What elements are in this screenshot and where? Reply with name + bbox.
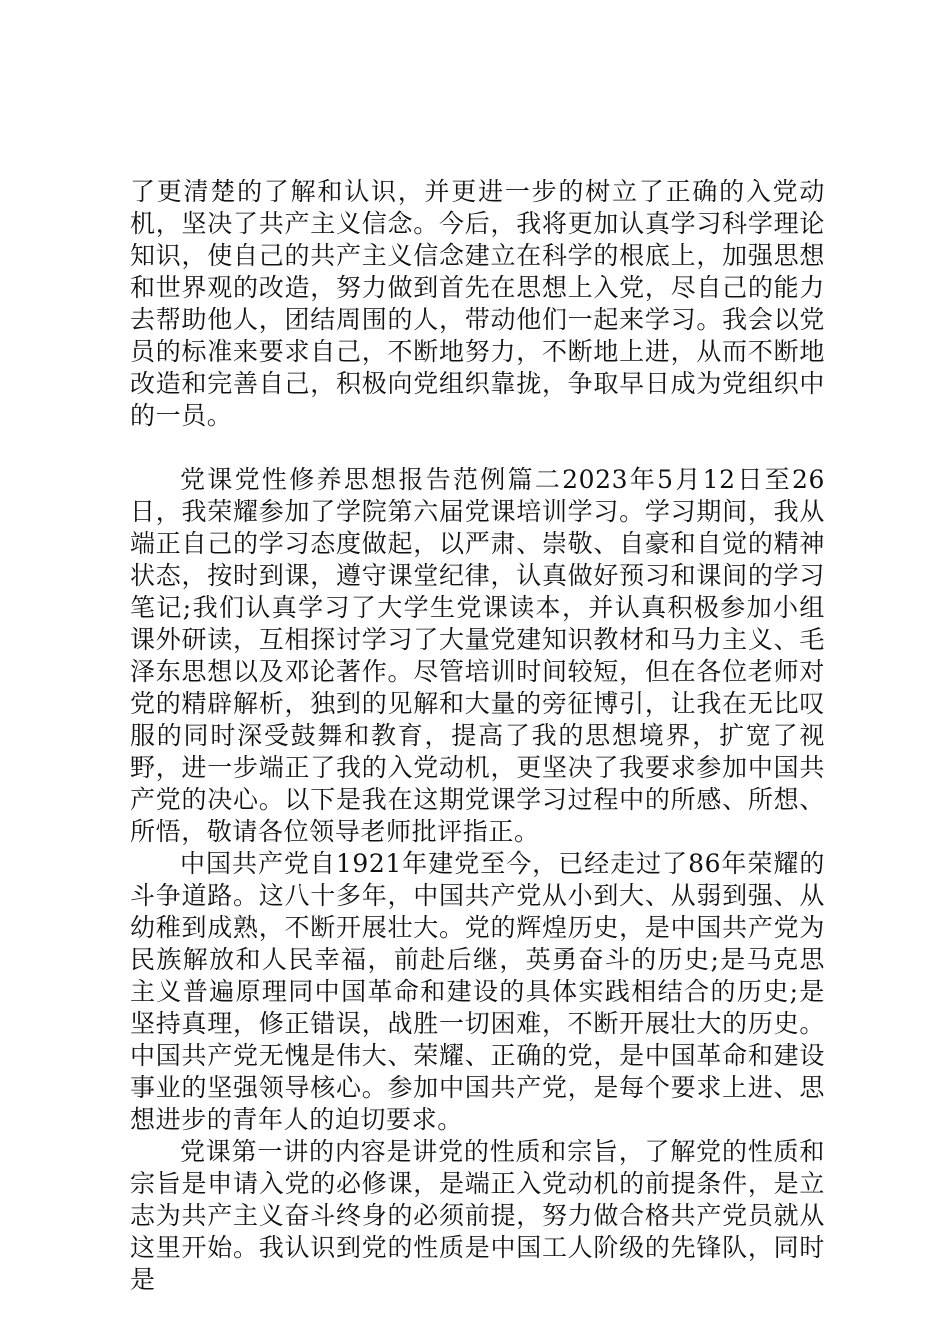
- document-body: [130, 176, 825, 1296]
- paragraph-party-history: 中国共产党自1921年建党至今，已经走过了86年荣耀的斗争道路。这八十多年，中国共产党从小到大、从弱到强、从幼稚到成熟，不断开展壮大。党的辉煌历史，是中国共产党为民族解放和人民幸福，前赴后继，英勇奋斗的历史;是马克思主义普遍原理同中国革命和建设的具体实践相结合的历史;是坚持真理，修正错误，战胜一切困难，不断开展壮大的历史。中国共产党无愧是伟大、荣耀、正确的党，是中国革命和建设事业的坚强领导核心。参加中国共产党，是每个要求上进、思想进步的青年人的迫切要求。: [130, 849, 825, 1134]
- paragraph-closing: 了更清楚的了解和认识，并更进一步的树立了正确的入党动机，坚决了共产主义信念。今后，我将更加认真学习科学理论知识，使自己的共产主义信念建立在科学的根底上，加强思想和世界观的改造，努力做到首先在思想上入党，尽自己的能力去帮助他人，团结周围的人，带动他们一起来学习。我会以党员的标准来要求自己，不断地努力，不断地上进，从而不断地改造和完善自己，积极向党组织靠拢，争取早日成为党组织中的一员。: [130, 177, 825, 430]
- paragraph-report-intro: 党课党性修养思想报告范例篇二2023年5月12日至26日，我荣耀参加了学院第六届党课培训学习。学习期间，我从端正自己的学习态度做起，以严肃、崇敬、自豪和自觉的精神状态，按时到课，遵守课堂纪律，认真做好预习和课间的学习笔记;我们认真学习了大学生党课读本，并认真积极参加小组课外研读，互相探讨学习了大量党建知识教材和马力主义、毛泽东思想以及邓论著作。尽管培训时间较短，但在各位老师对党的精辟解析，独到的见解和大量的旁征博引，让我在无比叹服的同时深受鼓舞和教育，提高了我的思想境界，扩宽了视野，进一步端正了我的入党动机，更坚决了我要求参加中国共产党的决心。以下是我在这期党课学习过程中的所感、所想、所悟，敬请各位领导老师批评指正。: [130, 465, 825, 846]
- paragraph-first-lecture: 党课第一讲的内容是讲党的性质和宗旨，了解党的性质和宗旨是申请入党的必修课，是端正入党动机的前提条件，是立志为共产主义奋斗终身的必须前提，努力做合格共产党员就从这里开始。我认识到党的性质是中国工人阶级的先锋队，同时是: [130, 1137, 825, 1294]
- paragraph-spacer: [130, 432, 825, 464]
